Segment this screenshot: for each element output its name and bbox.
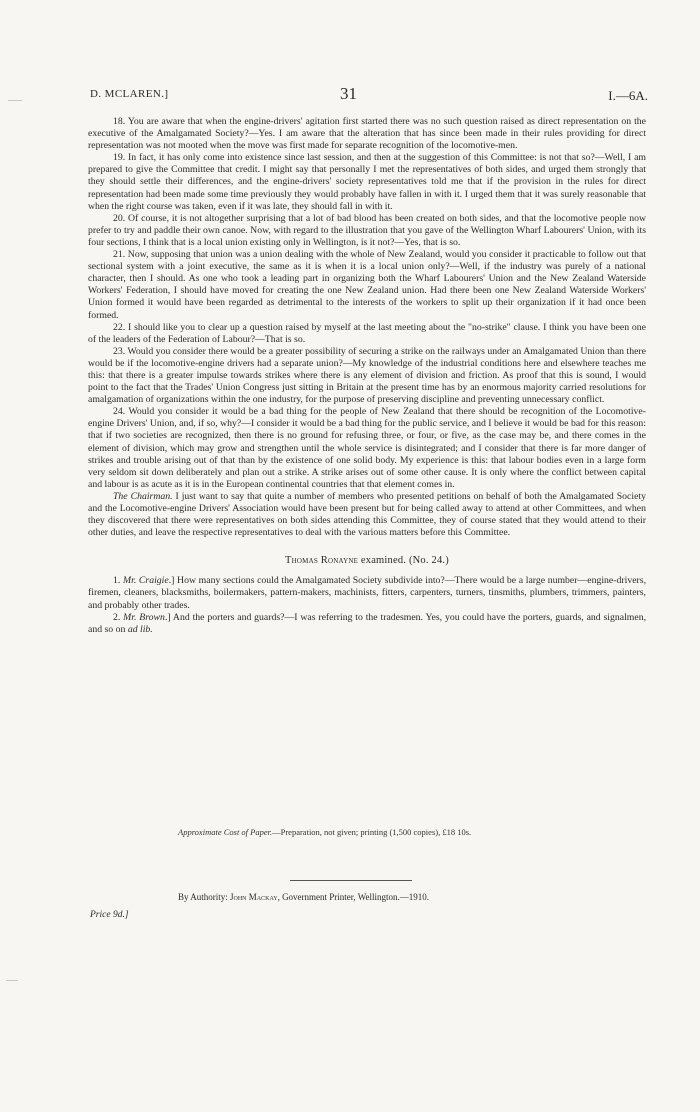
paragraph: 19. In fact, it has only come into existence since last session, and then at the suggestion of this Committee: is not that so?—Well, I am prepared to give the Committee that credit. I might say that personally I met the representatives of both sides, and urged them strongly that they should settle their differences, and the engine-drivers' society representatives told me that if the provision in the rules for direct representation had been made some time previously they would probably have fallen in with it. I urged them that it was surely reasonable that when the right course was taken, even if it was late, they should fall in with it. <box>88 152 646 212</box>
question-tail: ad lib. <box>127 623 153 635</box>
question-paragraph <box>88 575 646 611</box>
page-header <box>90 86 648 106</box>
scan-mark <box>6 980 18 981</box>
cost-note <box>178 827 471 837</box>
chairman-paragraph <box>88 491 646 539</box>
scan-mark <box>8 100 22 101</box>
paragraph: 20. Of course, it is not altogether surprising that a lot of bad blood has been created on both sides, and that the locomotive people now prefer to try and paddle their own canoe. Now, with regard to the illustration that you gave of the Wellington Wharf Labourers' Union, with its four sections, I think that is a local union existing only in Wellington, is it not?—Yes, that is so. <box>88 212 646 248</box>
cost-text: —Preparation, not given; printing (1,500 copies), £18 10s. <box>272 827 472 837</box>
paragraph: 22. I should like you to clear up a question raised by myself at the last meeting about the "no-strike" clause. I think you have been one of the leaders of the Federation of Labour?—That is so. <box>88 321 646 345</box>
cost-label: Approximate Cost of Paper. <box>178 827 273 837</box>
question-paragraph <box>88 612 646 636</box>
document-body <box>88 116 646 636</box>
question-text: .] And the porters and guards?—I was referring to the tradesmen. Yes, you could have the porters, guards, and signalmen, and so on <box>88 611 647 635</box>
divider-rule <box>290 880 412 881</box>
paper-reference: I.—6A. <box>608 88 648 103</box>
imprint-printer: John Mackay <box>230 892 278 902</box>
paragraph: 23. Would you consider there would be a greater possibility of securing a strike on the railways under an Amalgamated Union than there would be if the locomotive-engine drivers had a separate union?—My knowledge of the industrial conditions here and elsewhere teaches me this: that there is a greater impulse towards strikes where there is any element of division and friction. As proof that this is sound, I would point to the fact that the Trades' Union Congress just sitting in Britain at the present time has by an enormous majority carried resolutions for amalgamation of organizations within the one industry, for the purpose of preserving discipline and preventing unnecessary conflict. <box>88 345 646 406</box>
paragraph: 21. Now, supposing that union was a union dealing with the whole of New Zealand, would you consider it practicable to follow out that sectional system with a joint executive, the same as it is when it is a local union only?—Well, if the industry was purely of a national character, then I should. As one who took a leading part in organizing both the Wharf Labourers' Union and the New Zealand Waterside Workers' Federation, I should have moved for creating the one New Zealand union. Had there been one New Zealand Waterside Workers' Union formed it would have been regarded as detrimental to the interests of the workers to split up their organization if it had once been formed. <box>88 249 646 321</box>
section-heading <box>88 555 646 567</box>
page-number: 31 <box>340 84 357 103</box>
question-text: .] How many sections could the Amalgamated Society subdivide into?—There would be a large number—engine-drivers, firemen, cleaners, blacksmiths, boilermakers, pattern-makers, machinists, fitters, carpenters, turners, tinsmiths, plumbers, trimmers, painters, and probably other trades. <box>88 575 647 611</box>
imprint-rest: , Government Printer, Wellington.—1910. <box>277 892 430 902</box>
questioner: Mr. Brown <box>123 611 165 623</box>
questioner: Mr. Craigie <box>122 575 169 587</box>
speaker-text: I just want to say that quite a number of members who presented petitions on behalf of both the Amalgamated Society and the Locomotive-engine Drivers' Association would have been present but for being called away to attend at other Committees, and when they discovered that there were representatives on both sides attending this Committee, they of course stated that they would attend to their other duties, and leave the respective representatives to deal with the various matters before this Committee. <box>88 490 646 539</box>
imprint <box>178 892 429 902</box>
paragraph: 24. Would you consider it would be a bad thing for the people of New Zealand that there should be recognition of the Locomotive-engine Drivers' Union, and, if so, why?—I consider it would be a bad thing for the public service, and I believe it would be bad for this reason: that if two societies are recognized, then there is no ground for refusing three, or four, or five, as the case may be, and there comes in the element of division, which may grow and strengthen until the whole service is disintegrated; and I consider that there is far more danger of strikes and trouble arising out of that than by the existence of one solid body. My experience is this: that labour bodies even in a large form very seldom sit down deliberately and plan out a strike. A strike arises out of some other cause. It is only where the conflict between capital and labour is as acute as it is in the European continental countries that that element comes in. <box>88 406 646 490</box>
question-number: 1. <box>113 575 123 587</box>
speaker-label: The Chairman. <box>113 490 173 502</box>
paragraph: 18. You are aware that when the engine-drivers' agitation first started there was no such question raised as direct representation on the executive of the Amalgamated Society?—Yes. I am aware that the alteration that has since been made in their rules providing for direct representation was not mooted when the move was first made for separate recognition of the locomotive-men. <box>88 116 646 152</box>
price-note: Price 9d.] <box>90 910 129 920</box>
section-heading-rest: examined. (No. 24.) <box>358 555 449 567</box>
question-number: 2. <box>113 611 124 623</box>
header-witness-name: D. MCLAREN.] <box>90 88 169 100</box>
imprint-authority: By Authority: <box>178 892 231 902</box>
witness-name: Thomas Ronayne <box>285 555 359 567</box>
